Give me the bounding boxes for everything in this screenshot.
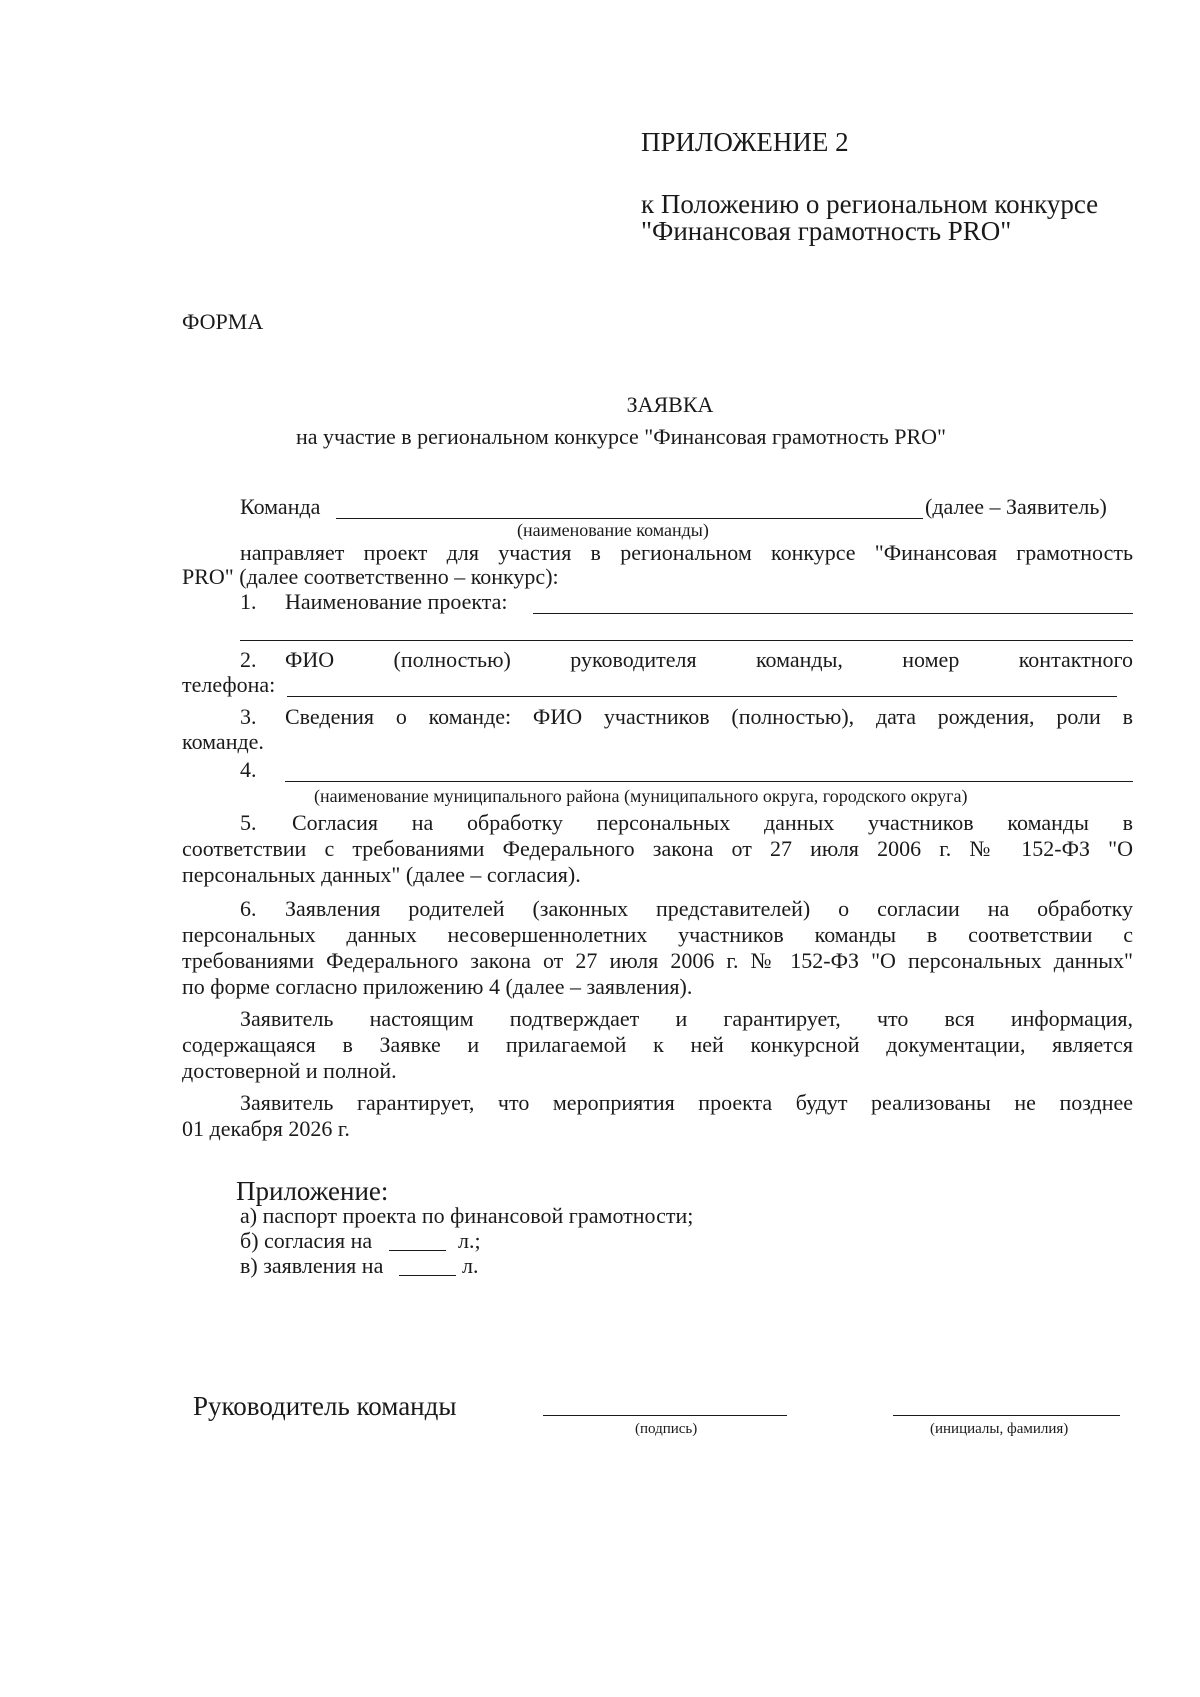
item-2-word: контактного bbox=[1018, 647, 1133, 672]
item-1-number: 1. bbox=[240, 589, 257, 614]
document-subtitle: на участие в региональном конкурсе "Финансовая грамотность PRO" bbox=[296, 424, 947, 449]
item-4-number: 4. bbox=[240, 757, 257, 782]
signature-hint: (подпись) bbox=[635, 1421, 698, 1437]
attachment-c-prefix: в) заявления на bbox=[240, 1253, 384, 1278]
project-name-field-continued[interactable] bbox=[240, 640, 1133, 641]
item-3-number: 3. bbox=[240, 704, 257, 729]
item-1-label: Наименование проекта: bbox=[285, 589, 508, 614]
attachment-c-suffix: л. bbox=[462, 1253, 479, 1278]
initials-surname-hint: (инициалы, фамилия) bbox=[930, 1421, 1069, 1437]
appendix-title: ПРИЛОЖЕНИЕ 2 bbox=[641, 127, 849, 157]
leader-phone-field[interactable] bbox=[287, 696, 1117, 697]
signature-role: Руководитель команды bbox=[193, 1391, 457, 1421]
intro-line-2: PRO" (далее соответственно – конкурс): bbox=[182, 564, 559, 589]
confirm-line-1: Заявитель настоящим подтверждает и гарантирует, что вся информация, bbox=[240, 1006, 1133, 1031]
item-2-word: (полностью) bbox=[393, 647, 511, 672]
item-6-line-4: по форме согласно приложению 4 (далее – заявления). bbox=[182, 974, 693, 999]
item-6-line-1: Заявления родителей (законных представителей) о согласии на обработку bbox=[285, 896, 1133, 921]
item-3-line-1 bbox=[285, 704, 1133, 730]
attachment-a: а) паспорт проекта по финансовой грамотности; bbox=[240, 1203, 694, 1228]
appendix-reference-line-1: к Положению о региональном конкурсе bbox=[641, 189, 1099, 219]
team-name-hint: (наименование команды) bbox=[517, 520, 709, 540]
item-5-line-2: соответствии с требованиями Федерального закона от 27 июля 2006 г. № 152-ФЗ "О bbox=[182, 836, 1133, 861]
confirm-line-3: достоверной и полной. bbox=[182, 1058, 397, 1083]
item-2-line-2: телефона: bbox=[182, 672, 276, 697]
guarantee-line-1: Заявитель гарантирует, что мероприятия проекта будут реализованы не позднее bbox=[240, 1090, 1133, 1115]
attachment-b-pages-field[interactable] bbox=[389, 1250, 446, 1251]
item-5-line-1: Согласия на обработку персональных данных участников команды в bbox=[292, 810, 1133, 835]
project-name-field[interactable] bbox=[533, 613, 1133, 614]
item-3-text: Сведения о команде: ФИО участников (полностью), дата рождения, роли в bbox=[285, 704, 1133, 729]
initials-surname-field[interactable] bbox=[893, 1415, 1120, 1416]
team-suffix: (далее – Заявитель) bbox=[925, 494, 1107, 519]
item-2-word: ФИО bbox=[285, 647, 335, 672]
item-3-line-2: команде. bbox=[182, 729, 264, 754]
item-2-number: 2. bbox=[240, 647, 257, 672]
municipality-hint: (наименование муниципального района (муниципального округа, городского округа) bbox=[314, 786, 968, 806]
attachment-b-suffix: л.; bbox=[458, 1228, 481, 1253]
attachments-title: Приложение: bbox=[236, 1176, 389, 1206]
item-2-word: команды, bbox=[755, 647, 843, 672]
item-2-word: номер bbox=[902, 647, 960, 672]
appendix-reference-line-2: "Финансовая грамотность PRO" bbox=[641, 216, 1012, 246]
item-5-line-3: персональных данных" (далее – согласия). bbox=[182, 862, 581, 887]
attachment-b-prefix: б) согласия на bbox=[240, 1228, 373, 1253]
form-label: ФОРМА bbox=[182, 309, 264, 334]
confirm-line-2: содержащаяся в Заявке и прилагаемой к ней конкурсной документации, является bbox=[182, 1032, 1133, 1057]
intro-line-1: направляет проект для участия в региональном конкурсе "Финансовая грамотность bbox=[240, 540, 1133, 565]
document-title: ЗАЯВКА bbox=[626, 392, 714, 417]
municipality-field[interactable] bbox=[285, 781, 1133, 782]
item-6-number: 6. bbox=[240, 896, 257, 921]
item-6-line-3: требованиями Федерального закона от 27 июля 2006 г. № 152-ФЗ "О персональных данных" bbox=[182, 948, 1133, 973]
item-5-number: 5. bbox=[240, 810, 257, 835]
attachment-c-pages-field[interactable] bbox=[399, 1275, 456, 1276]
item-2-line-1 bbox=[285, 647, 1133, 673]
item-2-word: руководителя bbox=[570, 647, 697, 672]
signature-field[interactable] bbox=[543, 1415, 787, 1416]
guarantee-line-2: 01 декабря 2026 г. bbox=[182, 1116, 350, 1141]
item-6-line-2: персональных данных несовершеннолетних участников команды в соответствии с bbox=[182, 922, 1133, 947]
team-label: Команда bbox=[240, 494, 321, 519]
